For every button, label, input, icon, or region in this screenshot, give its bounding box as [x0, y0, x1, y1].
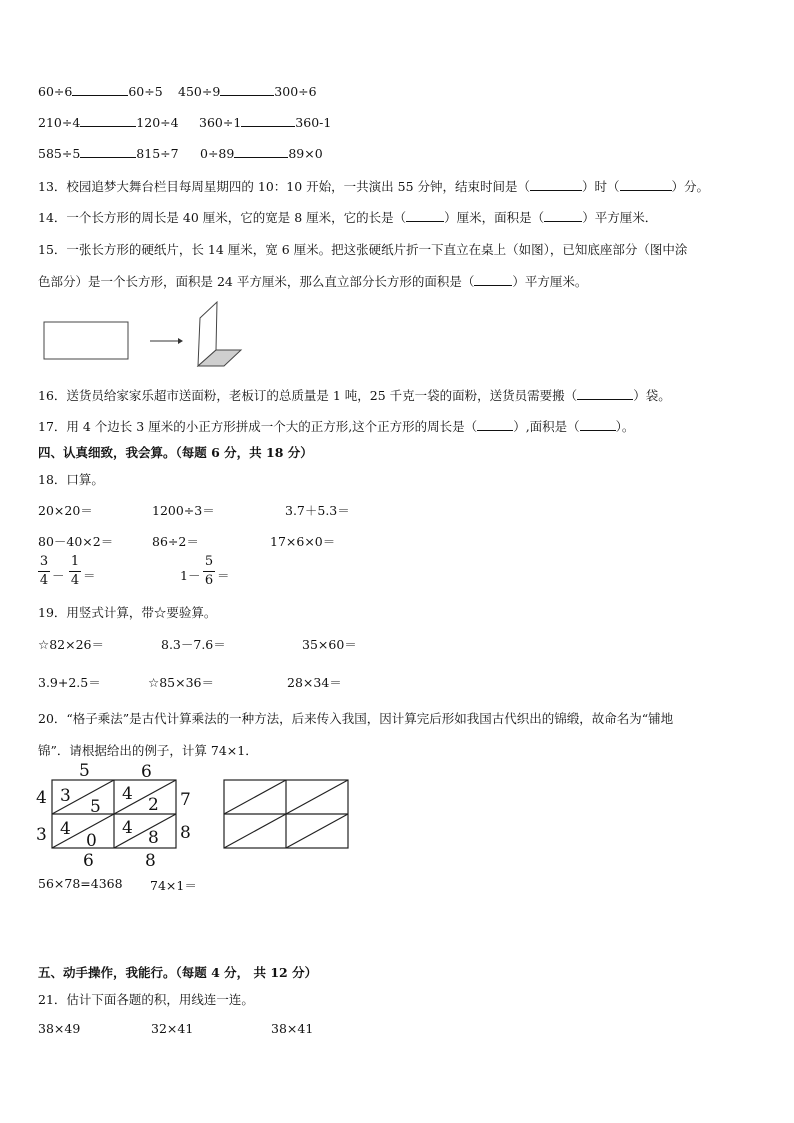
denominator: 4: [70, 573, 80, 588]
left-digit: 4: [36, 788, 47, 808]
answer-blank[interactable]: [620, 179, 672, 191]
question-16: [38, 386, 671, 404]
cell-digit: 4: [60, 819, 71, 839]
denominator: 4: [39, 573, 49, 588]
question-text: 13．校园追梦大舞台栏目每周星期四的 10：10 开始，一共演出 55 分钟，结束时间是（: [38, 179, 531, 194]
expr: 300÷6: [274, 84, 317, 99]
question-13: [38, 177, 709, 195]
flat-cardboard: [44, 322, 128, 359]
question-text: ）平方厘米。: [512, 274, 588, 289]
bottom-digit: 6: [83, 851, 94, 870]
minus-sign: －: [52, 568, 65, 583]
answer-blank[interactable]: [544, 210, 582, 222]
expr: 360÷1: [199, 115, 242, 130]
oral-calc: 3.7＋5.3＝: [285, 503, 350, 518]
cell-digit: 3: [60, 786, 71, 806]
cell-digit: 0: [86, 831, 97, 851]
question-17: [38, 417, 634, 435]
cell-digit: 5: [90, 797, 101, 817]
compare-row-1: [38, 84, 163, 99]
compare-row-2b: [199, 115, 331, 130]
compare-row-3b: [200, 146, 323, 161]
bottom-digit: 8: [145, 851, 156, 870]
expr: 815÷7: [136, 146, 179, 161]
answer-blank[interactable]: [80, 115, 136, 127]
expr: 89×0: [288, 146, 323, 161]
question-15-line2: [38, 272, 587, 290]
question-text: 14．一个长方形的周长是 40 厘米，它的宽是 8 厘米，它的长是（: [38, 210, 407, 225]
vertical-calc: ☆85×36＝: [148, 675, 214, 690]
answer-blank[interactable]: [580, 419, 616, 431]
answer-blank[interactable]: [241, 115, 295, 127]
denominator: 6: [204, 573, 214, 588]
arrow-head: [178, 338, 183, 344]
expr: 450÷9: [178, 84, 221, 99]
estimate-item: 38×41: [271, 1021, 314, 1036]
oral-calc: 86÷2＝: [152, 534, 199, 549]
question-text: ）厘米，面积是（: [444, 210, 545, 225]
question-text: ）分。: [671, 179, 710, 194]
expr: 210÷4: [38, 115, 81, 130]
expr: 585÷5: [38, 146, 81, 161]
lattice-task: 74×1＝: [150, 878, 197, 893]
question-14: [38, 208, 657, 226]
question-20-line1: 20．“格子乘法”是古代计算乘法的一种方法，后来传入我国，因计算完后形如我国古代织出的锦缎，故命名为“铺地: [38, 711, 674, 726]
question-text: ）,面积是（: [513, 419, 580, 434]
cell-digit: 8: [148, 828, 159, 848]
answer-blank[interactable]: [474, 274, 512, 286]
vertical-calc: 3.9+2.5＝: [38, 675, 101, 690]
vertical-calc: ☆82×26＝: [38, 637, 104, 652]
question-19-title: 19．用竖式计算，带☆要验算。: [38, 605, 217, 620]
lattice-blank[interactable]: [222, 778, 352, 850]
oral-calc: 17×6×0＝: [270, 534, 336, 549]
right-digit: 8: [180, 823, 191, 843]
question-text: ）时（: [582, 179, 620, 194]
left-digit: 3: [36, 825, 47, 845]
whole-minus: 1－: [180, 568, 201, 583]
lattice-example-result: 56×78=4368: [38, 876, 123, 891]
answer-blank[interactable]: [530, 179, 582, 191]
expr: 60÷6: [38, 84, 73, 99]
compare-row-3: [38, 146, 179, 161]
cell-digit: 2: [148, 795, 159, 815]
compare-row-2: [38, 115, 179, 130]
top-digit: 6: [141, 762, 152, 782]
oral-calc: 1200÷3＝: [152, 503, 215, 518]
answer-blank[interactable]: [477, 419, 513, 431]
fraction-5-6: [203, 554, 215, 589]
expr: 60÷5: [128, 84, 163, 99]
estimate-item: 32×41: [151, 1021, 194, 1036]
fraction-1-4: [69, 554, 81, 589]
question-20-line2: 锦”．请根据给出的例子，计算 74×1．: [38, 743, 258, 758]
numerator: 3: [39, 554, 49, 569]
expr: 360-1: [295, 115, 332, 130]
cell-digit: 4: [122, 784, 133, 804]
vertical-calc: 35×60＝: [302, 637, 357, 652]
numerator: 5: [204, 554, 214, 569]
vertical-calc: 28×34＝: [287, 675, 342, 690]
question-text: ）平方厘米．: [582, 210, 658, 225]
cell-digit: 4: [122, 818, 133, 838]
question-15-line1: 15．一张长方形的硬纸片，长 14 厘米，宽 6 厘米。把这张硬纸片折一下直立在桌上（如图），已知底座部分（图中涂: [38, 242, 688, 257]
expr: 0÷89: [200, 146, 235, 161]
oral-calc: 20×20＝: [38, 503, 93, 518]
numerator: 1: [70, 554, 80, 569]
fraction-3-4: [38, 554, 50, 589]
equals-sign: ＝: [83, 568, 96, 583]
question-text: ）袋。: [633, 388, 671, 403]
question-text: 17．用 4 个边长 3 厘米的小正方形拼成一个大的正方形,这个正方形的周长是（: [38, 419, 478, 434]
question-text: 16．送货员给家家乐超市送面粉，老板订的总质量是 1 吨，25 千克一袋的面粉，送货员需要搬（: [38, 388, 578, 403]
expr: 120÷4: [136, 115, 179, 130]
question-18-title: 18．口算。: [38, 472, 104, 487]
compare-row-1b: [178, 84, 317, 99]
equals-sign: ＝: [217, 568, 230, 583]
top-digit: 5: [79, 761, 90, 781]
estimate-item: 38×49: [38, 1021, 81, 1036]
question-text: ）。: [615, 419, 635, 434]
question-21-title: 21．估计下面各题的积，用线连一连。: [38, 992, 254, 1007]
section-5-title: 五、动手操作，我能行。（每题 4 分， 共 12 分）: [38, 965, 318, 980]
lattice-example: [30, 760, 200, 870]
answer-blank[interactable]: [234, 146, 288, 158]
answer-blank[interactable]: [406, 210, 444, 222]
section-4-title: 四、认真细致，我会算。（每题 6 分，共 18 分）: [38, 445, 313, 460]
answer-blank[interactable]: [220, 84, 274, 96]
vertical-calc: 8.3－7.6＝: [161, 637, 226, 652]
oral-calc: 80－40×2＝: [38, 534, 114, 549]
answer-blank[interactable]: [72, 84, 128, 96]
fold-figure: [40, 300, 250, 370]
right-digit: 7: [180, 790, 191, 810]
answer-blank[interactable]: [577, 388, 633, 400]
question-text: 色部分）是一个长方形，面积是 24 平方厘米，那么直立部分长方形的面积是（: [38, 274, 475, 289]
answer-blank[interactable]: [80, 146, 136, 158]
